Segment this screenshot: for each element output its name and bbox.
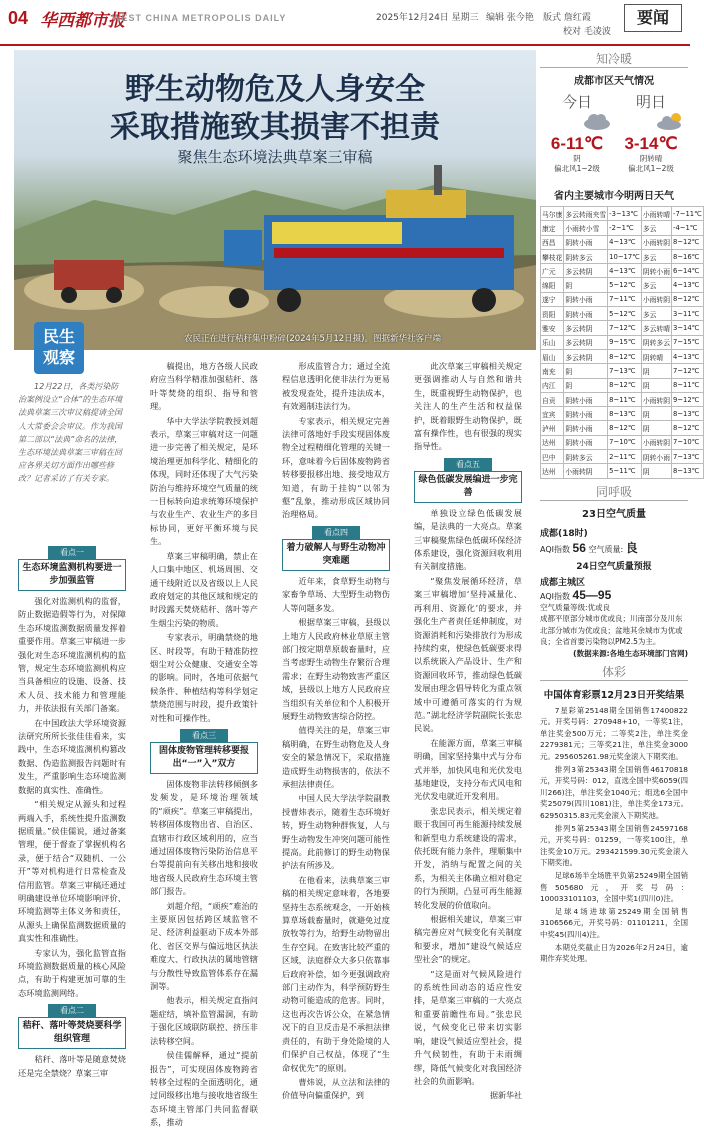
city-weather-row [541,464,704,478]
city-weather-cell: 小雨转小雪 [564,221,608,235]
city-weather-cell: 8~13℃ [608,407,642,421]
lottery-result: 排列5第25343期全国销售24597168元，开奖号码：01259，一等奖100注，单注奖金10万元。293421599.30元奖金滚入下期奖池。 [540,823,688,868]
city-weather-cell: 9~12℃ [672,392,704,406]
city-weather-cell: 阴转晴 [641,349,671,363]
city-weather-cell: 6~14℃ [672,264,704,278]
city-weather-cell: 阴转多云 [564,249,608,263]
city-weather-cell: 雅安 [541,321,564,335]
cloud-icon [582,111,612,131]
city-weather-cell: 马尔康 [541,207,564,221]
city-weather-cell: 阴 [564,278,608,292]
city-weather-cell: -3~13℃ [608,207,642,221]
air-quality-title: 23日空气质量 [582,508,646,520]
city-weather-cell: 5~12℃ [608,307,642,321]
article-paragraph: 他表示，相关规定直指问题症结，填补监管漏洞，有助于强化区域联防联控、挤压非法转移空间。 [150,995,258,1046]
city-weather-row [541,435,704,449]
city-weather-row [541,307,704,321]
city-weather-cell: 多云 [641,307,671,321]
city-weather-cell: 8~12℃ [608,349,642,363]
article-paragraph: 曹炜说，从立法和法律的价值导向偏重保护，到 [282,1076,390,1101]
city-weather-row [541,264,704,278]
section-label: 要闻 [624,4,682,32]
article-paragraph: 单独设立绿色低碳发展编，是法典的一大亮点。草案三审稿聚焦绿色低碳环保经济体系建设，强化资源回收利用有关制度措施。 [414,507,522,572]
key-point-tag: 看点五 [444,458,492,471]
article-paragraph: 值得关注的是，草案三审稿明确，在野生动物危及人身安全的紧急情况下，采取措施造成野生动物损害的，依法不承担法律责任。 [282,725,390,789]
city-weather-cell: 4~13℃ [608,235,642,249]
city-weather-cell: 阴转小雨 [641,450,671,464]
city-weather-cell: 泸州 [541,421,564,435]
city-weather-row [541,321,704,335]
city-weather-cell: 康定 [541,221,564,235]
city-weather-cell: 阴转小雨 [564,435,608,449]
city-weather-cell: 8~11℃ [608,392,642,406]
city-weather-row [541,207,704,221]
city-weather-cell: 8~11℃ [672,378,704,392]
key-point [18,546,126,591]
city-weather-row [541,249,704,263]
city-weather-cell: 4~13℃ [672,349,704,363]
article-paragraph: 草案三审稿明确，禁止在人口集中地区、机场周围、交通干线附近以及省级以上人民政府划定的其他区域和规定的时段露天焚烧秸秆、落叶等产生烟尘污染的物质。 [150,550,258,628]
lottery-result: 本期兑奖截止日为2026年2月24日，逾期作弃奖处理。 [540,942,688,964]
city-weather-row [541,349,704,363]
key-point [18,1004,126,1049]
city-weather-cell: 3~14℃ [672,321,704,335]
city-weather-cell: 小雨转阴 [641,235,671,249]
key-point-title: 秸秆、落叶等焚烧要科学组织管理 [18,1017,126,1049]
article-paragraph: “相关规定从源头和过程两端入手，系统性提升监测数据质量。”侯佳儒说，通过备案管理，便于督查了掌握机构名录，便于结合“双随机、一公开”等对机构进行日常检查及信用监管。草案三审稿还通过明确建设单位环境影响评价、环境监测等主体义务和责任，从源头上确保监测数据质量的真实性和准确性。 [18,799,126,944]
paper-name-en: WEST CHINA METROPOLIS DAILY [112,13,287,23]
city-weather-cell: 10~17℃ [608,249,642,263]
article-paragraph: 强化对监测机构的监督，防止数据造假等行为，对保障生态环境监测数据质量发挥着重要作用。草案三审稿进一步强化对生态环境监测机构的监管，规定生态环境监测机构应当具备相应的设施、设备、技术人员、技术能力和管理能力，并依法报有关部门备案。 [18,596,126,714]
city-weather-cell: 多云 [641,278,671,292]
issue-date: 2025年12月24日 星期三 [376,13,479,23]
headline-line-1: 野生动物危及人身安全 [125,72,425,107]
article-paragraph: 形成监管合力；通过全流程信息透明化使非法行为更易被发现查处，提升违法成本，有效遏制违法行为。 [282,361,390,412]
article-paragraph: 根据草案三审稿，县级以上地方人民政府林业草原主管部门按定期草原载畜量时，应当考虑野生动物生存繁衍合理需求；在野生动物致害严重区域，县级以上地方人民政府应当组织有关单位和个人积极开展野生动物致害综合防控。 [282,617,390,721]
cloud-sun-icon [656,111,686,131]
city-weather-cell: 阴 [564,364,608,378]
proofreader: 校对 毛凌波 [563,27,611,37]
key-point [414,458,522,503]
key-point-title: 固体废物管理转移要报出“一”入”双方 [150,742,258,774]
city-weather-cell: 乐山 [541,335,564,349]
paper-name: 华西都市报 [40,11,125,31]
city-weather-cell: 2~11℃ [608,450,642,464]
article-paragraph: 此次草案三审稿相关规定更强调推动人与自然和谐共生，既重视野生动物保护，也关注人的生产生活和权益保护，既着眼野生动物保护，既富有操作性，也有很强的现实指导性。 [414,361,522,452]
city-weather-row [541,278,704,292]
city-weather-cell: 南充 [541,364,564,378]
city-weather-cell: 8~12℃ [672,421,704,435]
article-paragraph: 侯佳儒解释，通过“提前报告”，可实现固体废物跨省转移全过程的全面透明化，通过同级移出地与接收地省级生态环境主管部门共同监督联系，推动 [150,1050,258,1128]
article-paragraph: 专家表示，明确禁烧的地区、时段等，有助于精准防控烟尘对公众健康、交通安全等的影响。同时，各地可依据气候条件、种植结构等科学划定禁烧范围与时段，提升政策针对性和可操作性。 [150,632,258,723]
city-weather-cell: 7~12℃ [672,364,704,378]
city-weather-cell: 7~12℃ [608,321,642,335]
article-paragraph: 在中国政法大学环境资源法研究所所长张佳佳看来，实践中，生态环境监测机构篡改数据、伪造监测报告问题时有发生，严重影响生态环境监测数据的真实性、准确性。 [18,717,126,795]
city-weather-cell: 资阳 [541,307,564,321]
city-weather-title: 省内主要城市今明两日天气 [554,191,674,202]
city-weather-cell: 多云 [641,221,671,235]
article-paragraph: 近年来，食草野生动物与家畜争草场、大型野生动物伤人等问题多发。 [282,575,390,613]
lottery-title: 中国体育彩票12月23日开奖结果 [543,689,685,701]
article-paragraph: “聚焦发展循环经济，草案三审稿增加‘坚持减量化、再利用、资源化’的要求，并强化生产者责任延伸制度，对资源消耗和污染排放行为形成持续约束，使绿色低碳要求得以系统嵌入产品设计、生产和资源回收环节，推动绿色低碳发展由理念倡导转化为重点领域中可遵循可落实的行为规范。”湖北经济学院副院长张忠民说。 [414,575,522,734]
key-point-title: 着力破解人与野生动物冲突难题 [282,539,390,571]
city-weather-cell: 遂宁 [541,292,564,306]
article-paragraph: 根据相关建议，草案三审稿完善应对气候变化有关制度和要求，增加“建设气候适应型社会”的规定。 [414,914,522,965]
article-paragraph: 刘超介绍，“顽疾”难治的主要原因包括跨区域监管不足、经济利益驱动下成本外部化、省区交界与偏远地区执法难度大、行政执法的属地管辖与分散性导致监管体系存在漏洞等。 [150,900,258,992]
masthead [0,0,690,46]
city-weather-cell: 多云转阴 [564,321,608,335]
city-weather-cell: 3~11℃ [672,307,704,321]
city-weather-cell: 小雨转阴 [641,392,671,406]
editor: 编辑 张今艳 [486,13,534,23]
city-weather-cell: 5~11℃ [608,464,642,478]
city-weather-table [540,206,704,479]
city-weather-row [541,450,704,464]
forecast-aqi: AQI指数 45—95 [540,587,612,602]
city-weather-row [541,421,704,435]
weather-section-label: 知冷暖 [540,50,688,68]
photo-caption: 农民正在进行秸秆集中粉碎(2024年5月12日摄)。图据新华社客户端 [184,334,441,344]
designer: 版式 詹红霞 [543,13,591,23]
news-credit: 据新华社 [490,1091,522,1101]
city-weather-cell: 小雨转晴 [641,207,671,221]
city-weather-cell: 阴 [564,378,608,392]
city-weather-cell: 自贡 [541,392,564,406]
city-weather-cell: 多云转雨夹雪 [564,207,608,221]
city-weather-cell: 阴 [641,407,671,421]
city-weather-cell: 7~15℃ [672,335,704,349]
city-weather-cell: 7~13℃ [608,364,642,378]
key-point-tag: 看点三 [180,729,228,742]
article-paragraph: 华中大学法学院教授刘超表示，草案三审稿对这一问题进一步完善了相关规定，是环境治理更加科学化、精细化的体现，同时还体现了大气污染防治与维持环境空气质量的统一目标转向追求统筹环境保护与农业生产、农业生产的多目标协同，更好平衡环境与民生。 [150,415,258,547]
city-weather-cell: 7~10℃ [608,435,642,449]
city-weather-cell: 8~13℃ [672,464,704,478]
article-paragraph: 在能源方面，草案三审稿明确，国家坚持集中式与分布式并举，加快风电和光伏发电基地建设，支持分布式风电和光伏发电就近开发利用。 [414,737,522,802]
city-weather-cell: 阴转小雨 [564,292,608,306]
lottery-result: 排列3第25343期全国销售46170818元，开奖号码：012，直选全国中奖6059(四川266)注，单注奖金1040元；组选6全国中奖25079(四川1081)注，单注奖金173元。62950315.83元奖金滚入下期奖池。 [540,764,688,820]
subheadline: 聚焦生态环境法典草案三审稿 [177,148,373,166]
lottery-section-label: 体彩 [540,663,688,681]
page-number: 04 [8,8,29,28]
city-weather-cell: 阴 [641,378,671,392]
city-weather-row [541,407,704,421]
city-weather-cell: -7~11℃ [672,207,704,221]
article-column-2 [150,360,258,1131]
lottery-result: 足球6场半全场胜平负第25249期全国销售505680元，开奖号码：100033101103，全国中奖1(四川0)注。 [540,870,688,904]
article-paragraph: 专家表示，相关规定完善法律可落地好手段实现固体废物全过程精细化管理的关键一环，意味着今后固体废物跨省转移要报移出地、接受地双方知道，有助于挂钩“以邻为壑”乱象，推动形成区域协同治理格局。 [282,415,390,520]
weather-forecast [540,91,688,183]
aqi-readout: AQI指数 56 空气质量: 良 [540,540,638,555]
city-weather-cell: 达州 [541,435,564,449]
city-weather-cell: 内江 [541,378,564,392]
city-weather-cell: 阴转小雨 [564,392,608,406]
city-weather-cell: 阴转小雨 [564,307,608,321]
forecast-area: 成都主城区 [540,577,586,588]
city-weather-cell: 8~16℃ [672,249,704,263]
air-city: 成都(18时) [540,528,588,539]
city-weather-cell: 小雨转阴 [564,464,608,478]
city-weather-cell: 多云 [641,249,671,263]
article-paragraph: 固体废物非法转移倾倒多发频发，是环境治理领域的“顽疾”。草案三审稿提出，转移固体废物出省、自治区、直辖市行政区域利用的，应当通过固体废物污染防治信息平台等提前向有关移出地和接收地省级人民政府生态环境主管部门报告。 [150,778,258,897]
city-weather-cell: 4~13℃ [672,278,704,292]
city-weather-cell: 7~13℃ [672,450,704,464]
data-source: (数据来源:各地生态环境部门官网) [573,648,688,658]
city-weather-row [541,392,704,406]
city-weather-cell: 多云转阴 [564,349,608,363]
city-weather-cell: 阴转小雨 [564,407,608,421]
city-weather-cell: 广元 [541,264,564,278]
column-badge: 民生 观察 [34,322,84,374]
city-weather-row [541,335,704,349]
city-weather-cell: 8~12℃ [608,378,642,392]
key-point-title: 生态环境监测机构要进一步加强监管 [18,559,126,591]
article-paragraph: 张忠民表示，相关规定着眼于我国可再生能源持续发展和新型电力系统建设的需求，依托既有能力条件，理顺集中开发，消纳与配置之间的关系，为相关主体确立相对稳定的行为预期，凸显可再生能源转化发展的价值取向。 [414,805,522,910]
city-weather-cell: 阴转多云 [641,335,671,349]
article-paragraph: 秸秆、落叶等是随意焚烧还是完全禁烧？草案三审 [18,1054,126,1078]
weather-tomorrow: 明日 3-14℃ 阴转晴 偏北风1~2级 [624,93,678,173]
city-weather-cell: 多云转晴 [641,321,671,335]
air-forecast-title: 24日空气质量预报 [576,561,652,572]
city-weather-row [541,221,704,235]
lottery-result: 足球4场进球第25249期全国销售3106566元，开奖号码：01101211，全国中奖45(四川4)注。 [540,906,688,939]
article-paragraph: 专家认为，强化监管直指环境监测数据质量的核心风险点，有助于构建更加可靠的生态环境监测网络。 [18,947,126,998]
article [14,50,536,1128]
key-point [282,526,390,571]
key-point-tag: 看点四 [312,526,360,539]
hero-photo [14,50,536,350]
city-weather-cell: 4~13℃ [608,264,642,278]
city-weather-cell: 阴转小雨 [564,421,608,435]
article-paragraph: 中国人民大学法学院副教授曹炜表示，随着生态环境好转，野生动物种群恢复，人与野生动物发生冲突问题可能性提高。此前修订的野生动物保护法有所涉及。 [282,793,390,871]
city-weather-cell: 巴中 [541,450,564,464]
city-weather-cell: 多云转阴 [564,335,608,349]
forecast-level: 空气质量等级:优或良 [540,602,611,612]
side-column [540,50,702,1050]
city-weather-cell: 攀枝花 [541,249,564,263]
key-point-tag: 看点一 [48,546,96,559]
article-column-3 [282,360,390,1104]
city-weather-cell: 多云转阴 [564,264,608,278]
city-weather-cell: 8~12℃ [608,421,642,435]
lead-paragraph: 12月22日，各类污染防治案例设立“合体”的生态环境法典草案三次审议稿提请全国人大常委会会审议。作为我国第二部以“法典”命名的法律，生态环境法典草案三审稿在回应各界关切方面作出哪些修改？记者采访了有关专家。 [18,382,123,484]
city-weather-cell: 阴 [641,364,671,378]
weather-title: 成都市区天气情况 [574,76,654,87]
weather-today: 今日 6-11℃ 阴 偏北风1~2级 [550,93,604,173]
city-weather-cell: 西昌 [541,235,564,249]
city-weather-cell: 7~10℃ [672,435,704,449]
article-column-1 [18,542,126,1081]
headline-line-2: 采取措施致其损害不担责 [110,110,440,145]
city-weather-cell: 5~12℃ [608,278,642,292]
city-weather-cell: 8~12℃ [672,292,704,306]
city-weather-cell: 8~12℃ [672,235,704,249]
air-section-label: 同呼吸 [540,483,688,501]
city-weather-cell: 阴转小雨 [564,235,608,249]
city-weather-cell: 小雨转阴 [641,435,671,449]
city-weather-row [541,364,704,378]
city-weather-cell: 眉山 [541,349,564,363]
key-point-title: 绿色低碳发展编进一步完善 [414,471,522,503]
article-paragraph: 稿提出，地方各级人民政府应当科学精准加强秸秆、落叶等焚烧的组织、指导和管理。 [150,361,258,412]
city-weather-cell: -2~1℃ [608,221,642,235]
city-weather-cell: -4~1℃ [672,221,704,235]
forecast-description: 成都平原部分城市优或良；川南部分及川东北部分城市为优或良；盆地其余城市为优或良；全省首要污染物以PM2.5为主。 [540,614,683,647]
city-weather-cell: 绵阳 [541,278,564,292]
lottery-results [540,705,688,965]
city-weather-cell: 阴 [641,421,671,435]
city-weather-cell: 7~11℃ [608,292,642,306]
city-weather-row [541,292,704,306]
city-weather-cell: 阴转多云 [564,450,608,464]
key-point-tag: 看点二 [48,1004,96,1017]
city-weather-row [541,235,704,249]
article-column-4 [414,360,522,1103]
city-weather-cell: 小雨转阴 [641,292,671,306]
article-paragraph: 在他看来，法典草案三审稿的相关规定意味着，各地要坚持生态系统观念，一开始核算草场载畜量时，就避免过度放牧等行为，给野生动物留出生存空间。在致害比较严重的区域，法庭群众大多只依靠事后政府补偿，如今更强调政府部门主动作为，科学预防野生动物可能造成的危害。同时，这也再次告诉公众，在紧急情况下的自卫反击是不承担法律责任的，有助于身处险境的人们保护自己权益，体现了“生命权优先”的原则。 [282,874,390,1073]
city-weather-cell: 8~13℃ [672,407,704,421]
lottery-result: 7星彩第25148期全国销售17400822元。开奖号码：270948+10，一等奖1注，单注奖金500万元；二等奖2注，单注奖金2279381元；三等奖21注，单注奖金3000元。295605261.98元奖金滚入下期奖池。 [540,705,688,762]
city-weather-cell: 阴转小雨 [641,264,671,278]
city-weather-cell: 阴 [641,464,671,478]
article-paragraph: “这是面对气候风险进行的系统性回动态的适应性安排，是草案三审稿的一大亮点和重要前瞻性布局。”张忠民说，气候变化已带来切实影响，建设气候适应型社会，提升气候韧性，有助于未雨绸缪，降低气候变化对我国经济社会的负面影响。 [414,968,522,1086]
city-weather-row [541,378,704,392]
city-weather-cell: 宜宾 [541,407,564,421]
key-point [150,729,258,774]
city-weather-cell: 9~15℃ [608,335,642,349]
city-weather-cell: 达州 [541,464,564,478]
